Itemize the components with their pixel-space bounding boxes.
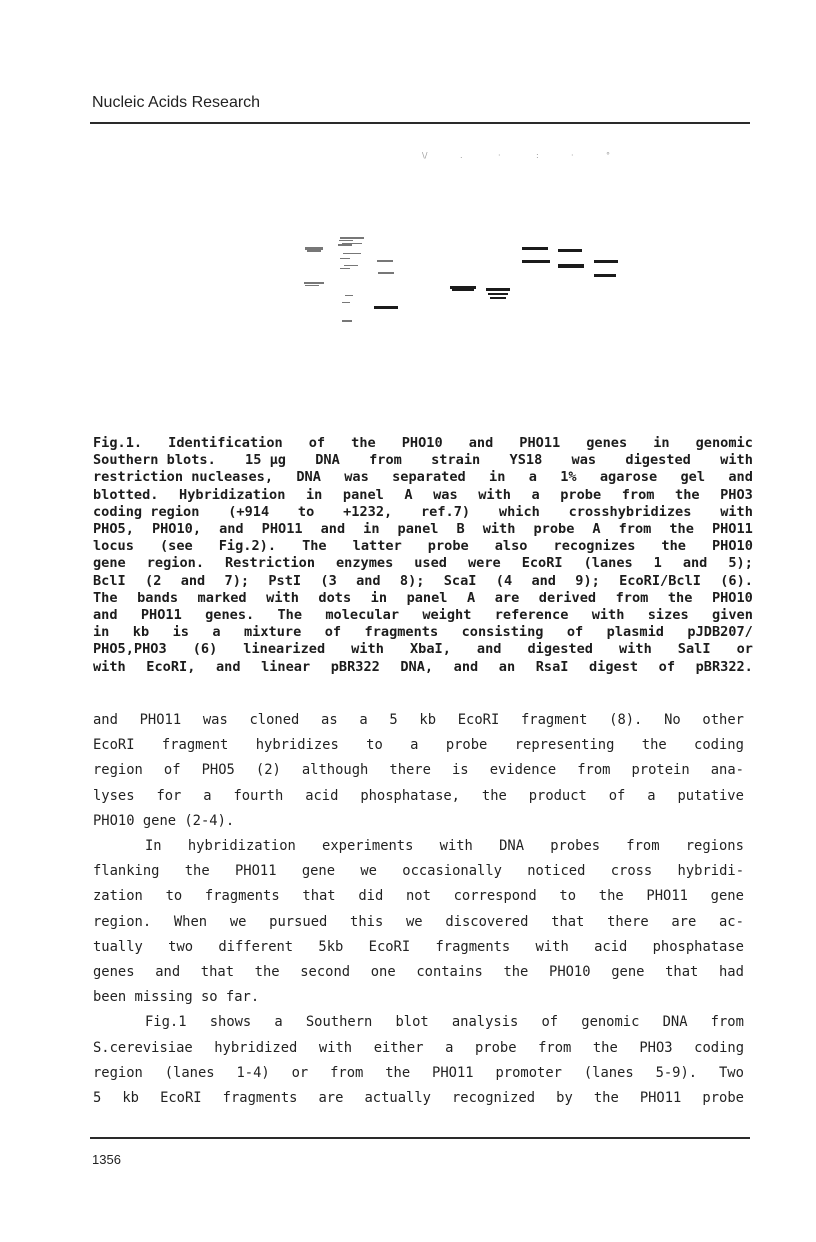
blot-band — [490, 297, 506, 299]
caption-line — [93, 624, 753, 641]
caption-word: PHO5,PHO3 — [93, 641, 167, 658]
caption-word: in — [305, 486, 323, 503]
body-line: EcoRI fragment hybridizes to a probe representing the coding — [93, 737, 744, 754]
caption-word: with — [478, 486, 511, 503]
caption-word: an — [498, 658, 516, 675]
caption-word: panel — [342, 486, 384, 503]
caption-word: A — [467, 589, 476, 606]
caption-word: and — [453, 658, 479, 675]
blot-band — [339, 240, 353, 241]
footer-rule — [90, 1137, 750, 1139]
caption-word: PstI — [268, 572, 302, 589]
caption-word: the — [661, 538, 686, 555]
caption-word: The — [93, 589, 118, 606]
caption-word: from — [615, 589, 649, 606]
caption-word: in — [370, 589, 388, 606]
caption-word: DNA — [315, 452, 340, 469]
caption-word: Hybridization — [179, 486, 286, 503]
caption-word: also — [494, 538, 528, 555]
header-rule — [90, 122, 750, 124]
caption-word: with — [619, 641, 652, 658]
caption-word: The — [302, 538, 327, 555]
caption-word: gel — [680, 469, 706, 486]
caption-word: PHO10, — [151, 521, 202, 538]
caption-word: and — [356, 572, 381, 589]
caption-word: +1232, — [343, 503, 393, 520]
caption-word: sizes — [647, 607, 689, 624]
caption-word: Identification — [168, 435, 283, 451]
caption-word: to — [297, 503, 315, 520]
caption-word: were — [467, 555, 501, 572]
blot-band — [307, 250, 321, 252]
panel-a-bands — [304, 237, 398, 322]
caption-word: from — [369, 452, 402, 469]
body-line: PHO10 gene (2-4). — [93, 812, 235, 829]
caption-word: molecular — [325, 607, 400, 624]
blot-band — [344, 265, 358, 266]
blot-band — [338, 244, 352, 246]
blot-band — [340, 258, 350, 259]
caption-word: reference — [494, 607, 569, 624]
caption-word: and — [682, 555, 708, 572]
lane-label: · — [498, 151, 501, 160]
blot-band — [342, 320, 352, 322]
caption-word: EcoRI — [521, 555, 563, 572]
caption-word: PHO11 — [711, 521, 753, 538]
caption-word: PHO10 — [711, 589, 753, 606]
caption-word: The — [277, 607, 303, 624]
caption-word: and — [476, 641, 502, 658]
caption-word: derived — [538, 589, 597, 606]
caption-word: A — [404, 486, 413, 503]
caption-word: and — [180, 572, 206, 589]
caption-word: PHO11 — [261, 521, 303, 538]
body-line: and PHO11 was cloned as a 5 kb EcoRI fragment (8). No other — [93, 712, 744, 728]
caption-word: was — [433, 486, 458, 503]
caption-word: digested — [625, 452, 691, 469]
caption-word: a — [531, 486, 540, 503]
caption-word: PHO5, — [93, 521, 134, 538]
blot-band — [378, 272, 394, 274]
caption-word: PHO11 — [519, 435, 561, 451]
caption-word: of — [308, 435, 326, 451]
caption-word: (+914 — [228, 503, 270, 520]
caption-word: gene — [93, 555, 126, 572]
caption-word: (4 — [495, 572, 513, 589]
body-line: 5 kb EcoRI fragments are actually recognized by the PHO11 probe — [93, 1090, 744, 1107]
caption-word: 1 — [653, 555, 662, 572]
caption-word: consisting — [461, 624, 544, 641]
caption-word: enzymes — [335, 555, 394, 572]
caption-word: kb — [132, 624, 150, 641]
blot-band — [522, 260, 550, 263]
blot-band — [340, 268, 350, 269]
caption-word: with — [591, 607, 625, 624]
caption-word: digested — [527, 641, 593, 658]
caption-word: pBR322. — [695, 658, 753, 675]
caption-word: genes. — [205, 607, 255, 624]
blot-band — [305, 285, 319, 286]
caption-word: YS18 — [509, 452, 543, 469]
body-line: flanking the PHO11 gene we occasionally noticed cross hybridi- — [93, 863, 744, 880]
blot-band — [450, 286, 476, 289]
caption-word: in — [93, 624, 110, 641]
caption-word: blotted. — [93, 486, 159, 503]
lane-label: . — [460, 151, 463, 160]
caption-word: restriction nucleases, — [93, 469, 274, 486]
lane-label: : — [536, 151, 539, 160]
caption-word: fragments — [364, 624, 439, 641]
caption-word: of — [658, 658, 676, 675]
caption-word: with — [482, 521, 516, 538]
blot-band — [377, 260, 393, 262]
body-line: lyses for a fourth acid phosphatase, the product of a putative — [93, 787, 744, 804]
caption-word: digest — [589, 658, 639, 675]
caption-word: EcoRI, — [146, 658, 196, 675]
blot-band — [345, 295, 353, 296]
caption-word: panel — [397, 521, 439, 538]
caption-word: from — [618, 521, 652, 538]
caption-word: the — [351, 435, 376, 451]
caption-word: and — [728, 469, 753, 486]
figure-caption — [93, 435, 753, 676]
caption-word: the — [675, 486, 700, 503]
body-line: S.cerevisiae hybridized with either a probe from the PHO3 coding — [93, 1039, 744, 1056]
lane-label: ° — [606, 151, 610, 160]
caption-word: Southern blots. — [93, 452, 216, 469]
caption-word: was — [571, 452, 597, 469]
blot-band — [340, 237, 364, 239]
blot-band — [452, 289, 474, 291]
caption-line — [93, 452, 753, 469]
caption-word: genes — [586, 435, 628, 451]
blot-band — [488, 293, 508, 295]
caption-word: bands — [137, 589, 178, 606]
caption-line — [93, 469, 753, 486]
caption-word: given — [711, 607, 753, 624]
caption-word: and — [93, 607, 118, 624]
caption-word: (6). — [720, 572, 753, 589]
page-number: 1356 — [92, 1152, 121, 1167]
lane-label: · — [571, 151, 574, 160]
body-line: region of PHO5 (2) although there is evidence from protein ana- — [93, 762, 744, 779]
caption-word: XbaI, — [409, 641, 451, 658]
caption-word: used — [414, 555, 447, 572]
caption-word: of — [566, 624, 584, 641]
caption-word: region. — [146, 555, 205, 572]
caption-word: (2 — [145, 572, 162, 589]
caption-word: the — [669, 521, 694, 538]
caption-word: (3 — [320, 572, 337, 589]
caption-word: strain — [431, 452, 481, 469]
body-line: region (lanes 1-4) or from the PHO11 promoter (lanes 5-9). Two — [93, 1064, 744, 1081]
caption-word: 7); — [224, 572, 250, 589]
body-line: been missing so far. — [93, 989, 260, 1006]
caption-word: linearized — [243, 641, 326, 658]
caption-word: RsaI — [535, 658, 569, 675]
caption-word: is — [172, 624, 189, 641]
body-line: genes and that the second one contains the PHO10 gene that had — [93, 964, 744, 981]
caption-word: Fig.1. — [93, 435, 143, 451]
lane-labels — [422, 151, 610, 160]
caption-word: DNA, — [400, 658, 434, 675]
caption-line — [93, 435, 753, 452]
panel-b-bands — [450, 247, 618, 299]
caption-word: dots — [318, 589, 352, 606]
caption-word: PHO11 — [140, 607, 182, 624]
caption-word: (lanes — [583, 555, 633, 572]
caption-word: probe — [560, 486, 602, 503]
body-line: Fig.1 shows a Southern blot analysis of genomic DNA from — [145, 1014, 744, 1031]
body-text — [93, 708, 744, 1111]
caption-word: coding region — [93, 503, 200, 520]
caption-word: linear — [261, 658, 311, 675]
caption-word: plasmid — [606, 624, 664, 641]
caption-word: separated — [392, 469, 466, 486]
lane-label: \/ — [422, 151, 428, 160]
caption-word: 9); — [575, 572, 600, 589]
caption-word: with — [93, 658, 126, 675]
caption-word: PHO10 — [401, 435, 443, 451]
caption-word: weight — [422, 607, 472, 624]
caption-word: are — [494, 589, 520, 606]
caption-word: was — [344, 469, 369, 486]
blot-band — [305, 247, 323, 250]
body-line: region. When we pursued this we discovered that there are ac- — [93, 913, 744, 930]
caption-line — [93, 641, 753, 658]
caption-word: marked — [197, 589, 247, 606]
caption-word: ref.7) — [421, 503, 471, 520]
caption-word: locus — [93, 538, 134, 555]
caption-word: with — [720, 503, 753, 520]
caption-word: recognizes — [553, 538, 636, 555]
caption-line — [93, 538, 753, 555]
caption-line — [93, 521, 753, 538]
caption-word: of — [324, 624, 342, 641]
caption-line — [93, 487, 753, 504]
blot-band — [594, 274, 616, 277]
caption-word: panel — [406, 589, 448, 606]
blot-band — [486, 288, 510, 291]
caption-word: (6) — [192, 641, 218, 658]
caption-word: Fig.2). — [218, 538, 277, 555]
blot-band — [342, 243, 362, 244]
blot-band — [558, 249, 582, 252]
caption-word: which — [498, 503, 540, 520]
caption-word: pJDB207/ — [687, 624, 753, 641]
blot-band — [558, 264, 584, 268]
blot-band — [343, 253, 361, 254]
caption-word: PHO3 — [720, 486, 753, 503]
caption-line — [93, 590, 753, 607]
caption-word: probe — [427, 538, 469, 555]
body-line: In hybridization experiments with DNA probes from regions — [145, 838, 744, 855]
blot-band — [304, 282, 324, 284]
caption-line — [93, 659, 753, 676]
caption-word: from — [621, 486, 655, 503]
caption-word: with — [351, 641, 384, 658]
caption-word: pBR322 — [330, 658, 380, 675]
caption-word: (see — [159, 538, 193, 555]
caption-word: a — [212, 624, 221, 641]
caption-word: and — [219, 521, 244, 538]
caption-word: in — [653, 435, 670, 451]
blot-band — [342, 302, 350, 303]
caption-word: with — [266, 589, 299, 606]
caption-word: EcoRI/BclI — [619, 572, 701, 589]
caption-word: crosshybridizes — [568, 503, 692, 520]
caption-word: and — [468, 435, 494, 451]
caption-word: in — [363, 521, 380, 538]
caption-word: BclI — [93, 572, 126, 589]
journal-header: Nucleic Acids Research — [92, 94, 261, 111]
caption-word: agarose — [599, 469, 658, 486]
caption-line — [93, 607, 753, 624]
caption-word: DNA — [296, 469, 321, 486]
body-line: tually two different 5kb EcoRI fragments with acid phosphatase — [93, 938, 744, 955]
caption-word: probe — [533, 521, 575, 538]
caption-word: genomic — [695, 435, 753, 451]
caption-word: PHO10 — [712, 538, 753, 555]
caption-word: with — [720, 452, 753, 469]
caption-line — [93, 504, 753, 521]
caption-word: or — [736, 641, 753, 658]
caption-word: 8); — [399, 572, 425, 589]
caption-word: and — [215, 658, 241, 675]
caption-word: 1% — [560, 469, 577, 486]
caption-word: and — [320, 521, 346, 538]
blot-band — [522, 247, 548, 250]
caption-word: Restriction — [224, 555, 316, 572]
blot-band — [594, 260, 618, 263]
caption-word: 5); — [728, 555, 753, 572]
blot-band — [374, 306, 398, 309]
body-line: zation to fragments that did not correspond to the PHO11 gene — [93, 888, 744, 905]
caption-word: in — [489, 469, 506, 486]
caption-word: A — [592, 521, 601, 538]
caption-word: a — [528, 469, 537, 486]
caption-line — [93, 573, 753, 590]
southern-blot-figure — [250, 140, 630, 340]
caption-word: SalI — [677, 641, 711, 658]
caption-word: B — [456, 521, 465, 538]
caption-word: mixture — [244, 624, 302, 641]
caption-word: latter — [352, 538, 402, 555]
caption-word: and — [531, 572, 556, 589]
caption-line — [93, 555, 753, 572]
caption-word: ScaI — [443, 572, 477, 589]
caption-word: the — [667, 589, 693, 606]
caption-word: 15 µg — [245, 452, 286, 469]
